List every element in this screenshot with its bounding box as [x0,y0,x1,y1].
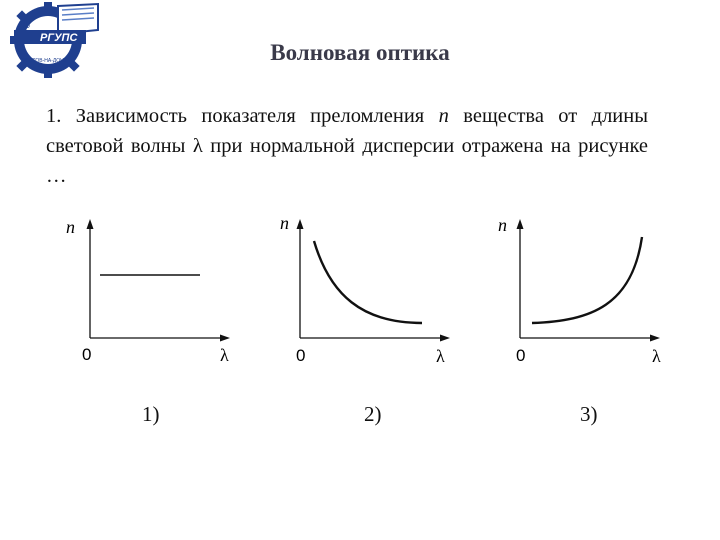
y-axis-label: n [66,217,75,237]
variable-n: n [438,105,449,127]
x-axis-label: λ [652,346,661,366]
graph-3-label: 3) [580,402,598,426]
x-axis-arrow [440,335,450,342]
variable-lambda: λ [192,135,203,157]
slide-title: Волновая оптика [270,40,450,65]
logo-small-text: РОСТОВ-НА-ДОНУ [22,58,67,64]
curve-increasing [532,237,642,323]
origin-label: 0 [82,345,92,364]
question-text [46,101,648,191]
graph-2-decreasing [272,205,462,375]
graph-3-increasing [492,205,682,375]
x-axis-label: λ [436,346,445,366]
y-axis-arrow [297,219,304,229]
x-axis-arrow [220,335,230,342]
svg-text:U: U [24,20,31,30]
question-part-2: вещества от длины световой волны [46,105,649,157]
x-axis-label: λ [220,345,229,365]
logo-text: РГУПС [40,32,78,44]
origin-label: 0 [516,346,526,365]
y-axis-label: n [280,213,289,233]
y-axis-arrow [87,219,94,229]
y-axis-arrow [517,219,524,229]
graph-1-constant [62,205,242,375]
question-part-1: Зависимость показателя преломления [75,105,425,127]
graph-2-label: 2) [364,402,382,426]
question-part-3: при нормальной дисперсии отражена на рисунке … [46,135,648,187]
curve-decreasing [314,241,422,323]
question-number: 1. [46,105,62,127]
x-axis-arrow [650,335,660,342]
graph-1-label: 1) [142,402,160,426]
origin-label: 0 [296,346,306,365]
y-axis-label: n [498,215,507,235]
